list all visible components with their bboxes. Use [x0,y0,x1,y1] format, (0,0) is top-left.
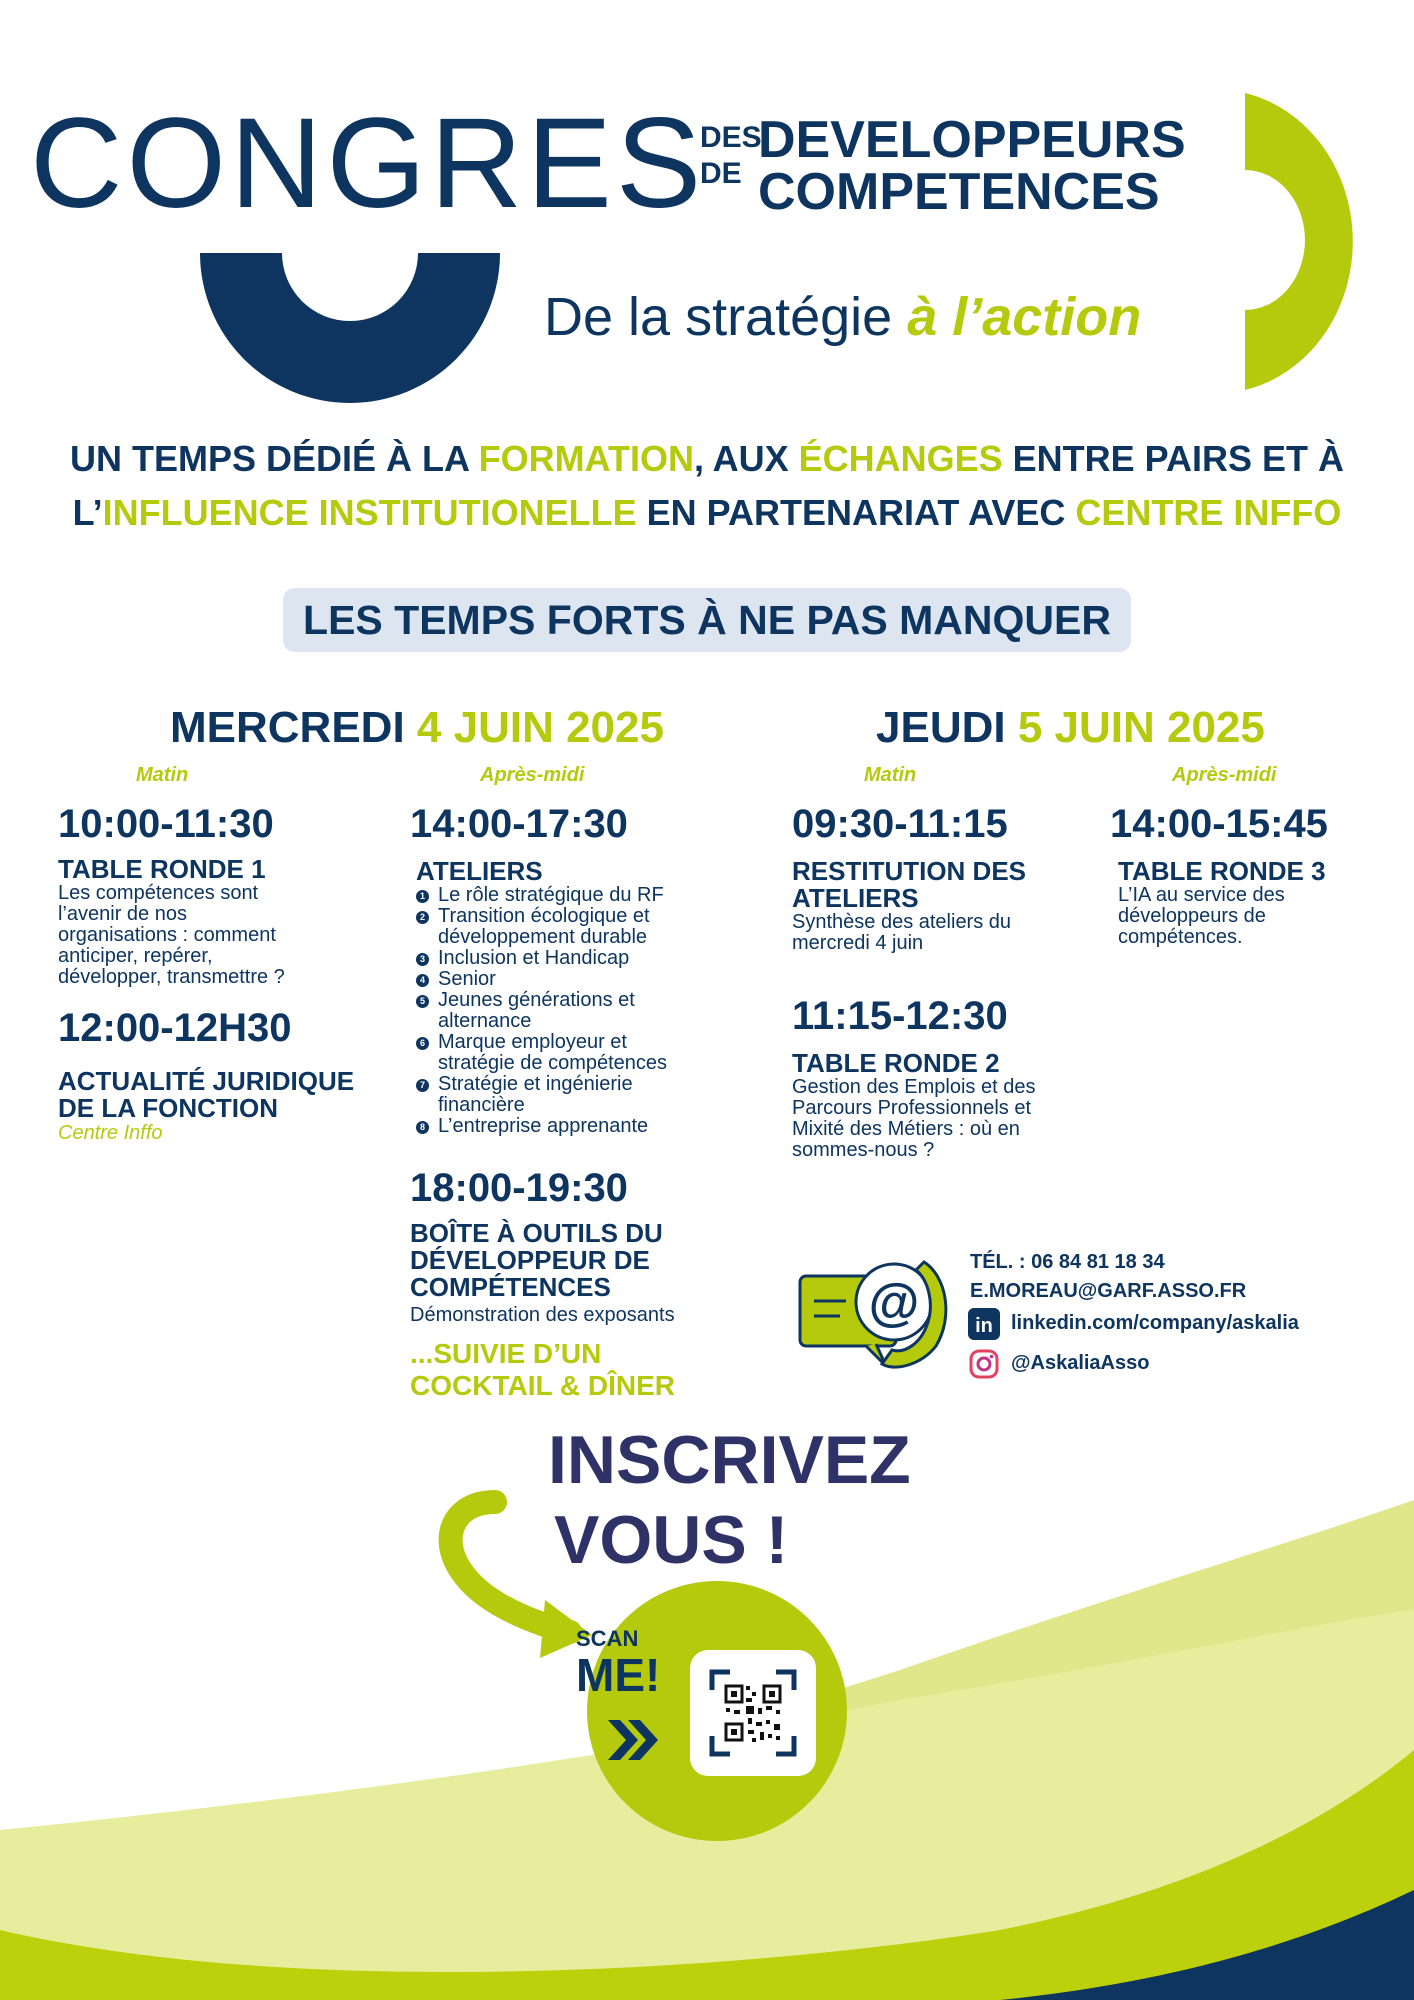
session-table-ronde-2 [792,996,1102,1161]
intro-accent: INFLUENCE INSTITUTIONELLE [102,492,637,533]
number-badge: 7 [416,1079,429,1092]
navy-half-circle [200,253,500,403]
desc-line: sommes-nous ? [792,1139,935,1161]
tagline [544,287,1142,347]
logo-de: DE [700,157,742,190]
atelier-item [416,885,740,906]
session-note: Centre Inffo [58,1122,163,1144]
desc-line: développer, transmettre ? [58,966,285,988]
intro-accent: ÉCHANGES [798,438,1003,479]
lime-half-ring [1245,93,1353,390]
tagline-accent: à l’action [907,287,1142,347]
desc-line: Gestion des Emplois et des [792,1076,1036,1098]
session-description: Démonstration des exposants [410,1304,675,1326]
cta-heading [548,1420,911,1580]
session-title: TABLE RONDE 3 [1118,856,1326,886]
intro-text-part: EN PARTENARIAT AVEC [636,492,1076,533]
session-boite-a-outils [410,1168,770,1402]
title-line: BOÎTE À OUTILS DU [410,1218,663,1248]
atelier-line: financière [438,1094,525,1116]
wednesday-morning-label: Matin [136,764,189,786]
logo-des-de [700,120,762,192]
ateliers-list [416,885,740,1137]
number-badge: 6 [416,1037,429,1050]
session-time: 11:15-12:30 [792,994,1008,1038]
session-table-ronde-1 [58,804,388,988]
intro-accent: CENTRE INFFO [1075,492,1342,533]
instagram-icon[interactable] [968,1348,1000,1380]
extra-line: ...SUIVIE D’UN [410,1338,602,1369]
wednesday-afternoon-label: Après-midi [480,764,585,786]
atelier-item [416,1032,740,1074]
logo-developpeurs: DEVELOPPEURS [758,111,1186,169]
title-line: DÉVELOPPEUR DE [410,1245,650,1275]
atelier-item [416,948,740,969]
session-table-ronde-3 [1110,804,1370,948]
intro-text-part: UN TEMPS DÉDIÉ À LA [69,438,479,479]
atelier-item [416,969,740,990]
qr-code[interactable] [690,1650,816,1776]
session-time: 14:00-15:45 [1110,802,1328,846]
desc-line: Synthèse des ateliers du [792,911,1012,933]
cta-line: VOUS ! [554,1502,789,1578]
thursday-date: 5 JUIN 2025 [1017,703,1265,752]
session-time: 10:00-11:30 [58,802,274,846]
desc-line: Les compétences sont [58,882,259,904]
contact-email[interactable]: E.MOREAU@GARF.ASSO.FR [970,1280,1247,1302]
atelier-item [416,906,740,948]
logo-des: DES [700,121,762,154]
atelier-item [416,1074,740,1116]
cta-line: INSCRIVEZ [548,1422,911,1498]
session-title [58,1068,398,1122]
intro-text-part: L’ [72,492,103,533]
atelier-line: Marque employeur et [438,1031,627,1053]
session-ateliers [410,804,740,1137]
logo-competences: COMPETENCES [758,163,1160,221]
number-badge: 2 [416,911,429,924]
number-badge: 4 [416,974,429,987]
desc-line: L’IA au service des [1118,884,1285,906]
session-restitution [792,804,1102,954]
contact-linkedin[interactable]: linkedin.com/company/askalia [1011,1312,1299,1334]
number-badge: 8 [416,1121,429,1134]
qr-code-icon [690,1650,816,1776]
atelier-line: Stratégie et ingénierie [438,1073,633,1095]
number-badge: 3 [416,953,429,966]
svg-text:in: in [975,1315,993,1337]
me-label: ME! [576,1649,661,1701]
thursday-heading [876,703,1265,752]
svg-text:@: @ [868,1274,920,1332]
number-badge: 5 [416,995,429,1008]
session-title: TABLE RONDE 2 [792,1048,1000,1078]
highlights-title: LES TEMPS FORTS À NE PAS MANQUER [303,597,1111,643]
curved-arrow-icon [420,1490,600,1660]
atelier-item [416,990,740,1032]
desc-line: Mixité des Métiers : où en [792,1118,1020,1140]
desc-line: organisations : comment [58,924,276,946]
title-line: COMPÉTENCES [410,1272,611,1302]
session-description [1118,885,1370,948]
session-time: 18:00-19:30 [410,1166,628,1210]
atelier-line: L’entreprise apprenante [438,1115,649,1137]
session-time: 12:00-12H30 [58,1006,292,1050]
intro-accent: FORMATION [478,438,694,479]
session-time: 09:30-11:15 [792,802,1008,846]
intro-text-part: ENTRE PAIRS ET À [1002,438,1345,479]
intro-text [40,432,1374,540]
wednesday-day: MERCREDI [170,703,405,752]
thursday-afternoon-label: Après-midi [1172,764,1277,786]
title-line: DE LA FONCTION [58,1093,279,1123]
atelier-line: stratégie de compétences [438,1052,668,1074]
desc-line: anticiper, repérer, [58,945,213,967]
contact-phone: TÉL. : 06 84 81 18 34 [970,1251,1165,1273]
session-description [58,883,388,988]
atelier-line: Jeunes générations et [438,989,635,1011]
tagline-start: De la stratégie [544,287,908,347]
logo-congres: CONGRES [30,92,706,235]
wednesday-heading [170,703,664,752]
session-title: TABLE RONDE 1 [58,854,266,884]
title-line: RESTITUTION DES [792,856,1027,886]
session-title: ATELIERS [416,856,543,886]
contact-instagram[interactable]: @AskaliaAsso [1011,1352,1150,1374]
session-title [792,858,1102,912]
desc-line: l’avenir de nos [58,903,187,925]
atelier-item [416,1116,740,1137]
desc-line: Parcours Professionnels et [792,1097,1032,1119]
session-description [792,912,1102,954]
thursday-morning-label: Matin [864,764,917,786]
session-description [792,1077,1102,1161]
double-chevron-icon [604,1716,664,1764]
desc-line: compétences. [1118,926,1243,948]
atelier-line: alternance [438,1010,532,1032]
extra-line: COCKTAIL & DÎNER [410,1370,675,1401]
title-line: ACTUALITÉ JURIDIQUE [58,1066,355,1096]
thursday-day: JEUDI [876,703,1006,752]
desc-line: mercredi 4 juin [792,932,924,954]
linkedin-icon[interactable] [968,1308,1000,1340]
title-line: ATELIERS [792,883,919,913]
intro-text-part: , AUX [693,438,799,479]
scan-label: SCAN [576,1626,639,1651]
atelier-line: Le rôle stratégique du RF [438,884,664,906]
wednesday-date: 4 JUIN 2025 [416,703,664,752]
atelier-line: développement durable [438,926,648,948]
atelier-line: Senior [438,968,496,990]
logo-subtitle [758,111,1186,221]
session-extra [410,1338,770,1402]
session-actualite-juridique [58,1008,398,1144]
session-title [410,1220,770,1301]
contact-chat-phone-icon [796,1256,956,1374]
atelier-line: Transition écologique et [438,905,650,927]
desc-line: développeurs de [1118,905,1266,927]
session-time: 14:00-17:30 [410,802,628,846]
number-badge: 1 [416,890,429,903]
atelier-line: Inclusion et Handicap [438,947,630,969]
